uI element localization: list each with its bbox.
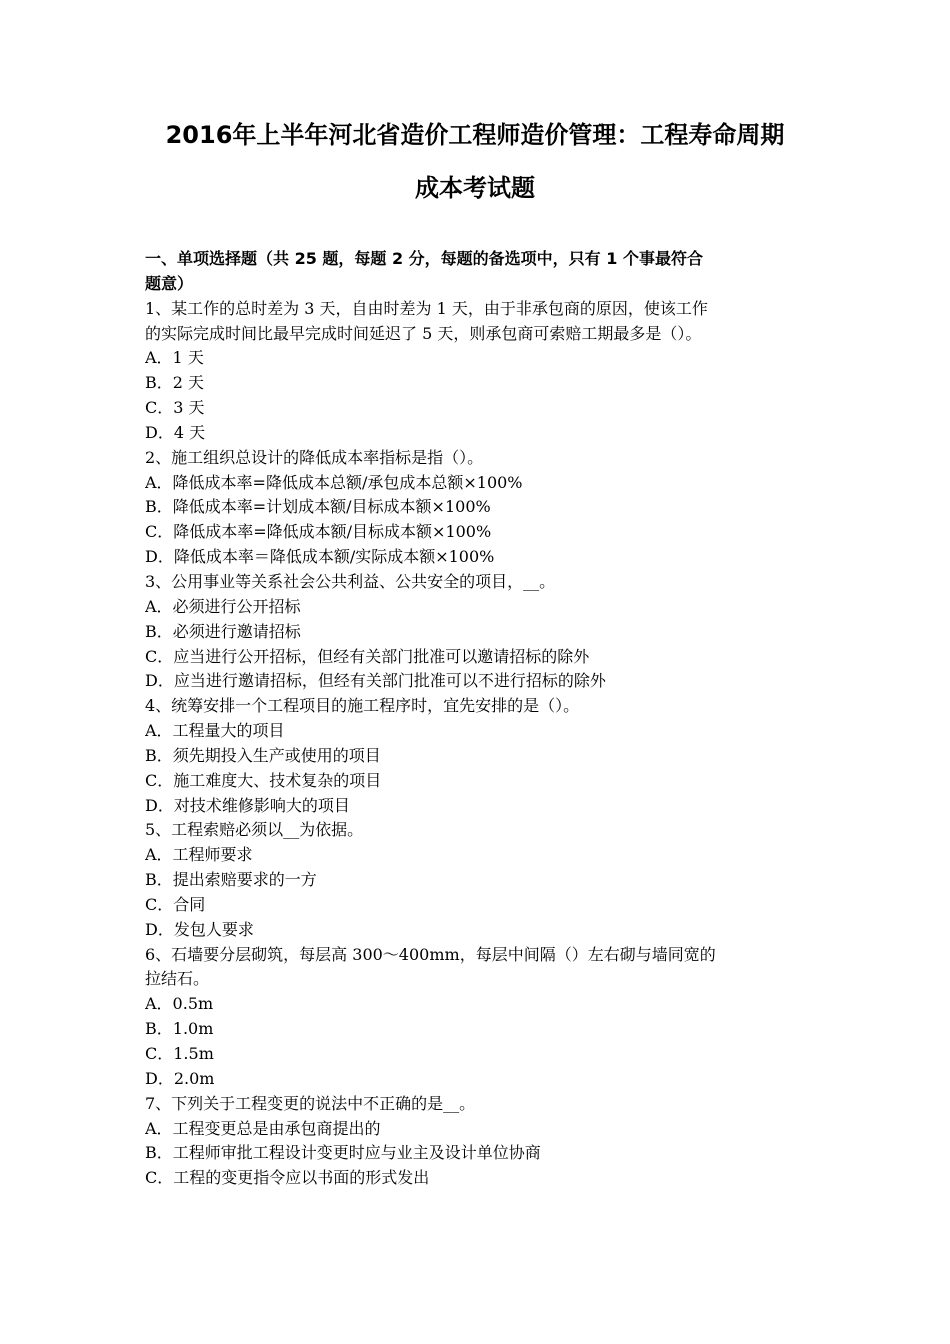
option-a: A．工程变更总是由承包商提出的 bbox=[145, 1118, 381, 1138]
question-stem: 2、施工组织总设计的降低成本率指标是指（）。 bbox=[145, 447, 484, 467]
option-a: A．工程量大的项目 bbox=[145, 721, 285, 741]
document-title-line-2: 成本考试题 bbox=[415, 174, 535, 202]
option-b: B．2 天 bbox=[145, 373, 205, 393]
question-6 bbox=[145, 943, 809, 1092]
option-c: C．工程的变更指令应以书面的形式发出 bbox=[145, 1168, 430, 1188]
question-stem: 3、公用事业等关系社会公共利益、公共安全的项目，__。 bbox=[145, 571, 556, 591]
option-a: A．1 天 bbox=[145, 348, 204, 368]
option-b: B．降低成本率=计划成本额/目标成本额×100% bbox=[145, 497, 491, 517]
option-c: C．3 天 bbox=[145, 398, 205, 418]
question-3 bbox=[145, 570, 809, 694]
question-stem-continued: 的实际完成时间比最早完成时间延迟了 5 天，则承包商可索赔工期最多是（）。 bbox=[145, 323, 702, 343]
option-d: D．降低成本率＝降低成本额/实际成本额×100% bbox=[145, 547, 495, 567]
section-heading: 一、单项选择题（共 25 题，每题 2 分，每题的备选项中，只有 1 个事最符合 bbox=[145, 249, 703, 268]
option-c: C．合同 bbox=[145, 894, 206, 914]
option-c: C．1.5m bbox=[145, 1044, 214, 1063]
option-a: A．降低成本率=降低成本总额/承包成本总额×100% bbox=[145, 472, 523, 492]
option-b: B．工程师审批工程设计变更时应与业主及设计单位协商 bbox=[145, 1143, 541, 1163]
option-b: B．必须进行邀请招标 bbox=[145, 621, 301, 641]
option-c: C．降低成本率=降低成本额/目标成本额×100% bbox=[145, 522, 492, 542]
option-a: A．必须进行公开招标 bbox=[145, 596, 301, 616]
question-4 bbox=[145, 694, 809, 818]
question-stem: 5、工程索赔必须以__为依据。 bbox=[145, 820, 364, 840]
option-d: D．2.0m bbox=[145, 1068, 215, 1088]
section-heading-continued: 题意） bbox=[145, 273, 194, 293]
option-d: D．发包人要求 bbox=[145, 919, 254, 939]
question-stem-continued: 拉结石。 bbox=[145, 969, 210, 989]
option-a: A．工程师要求 bbox=[145, 845, 253, 865]
question-stem: 4、统筹安排一个工程项目的施工程序时，宜先安排的是（）。 bbox=[145, 696, 580, 716]
document-title-line-1: 2016年上半年河北省造价工程师造价管理：工程寿命周期 bbox=[165, 121, 785, 149]
option-b: B．1.0m bbox=[145, 1019, 214, 1039]
option-b: B．须先期投入生产或使用的项目 bbox=[145, 745, 381, 765]
question-2 bbox=[145, 446, 809, 570]
option-d: D．对技术维修影响大的项目 bbox=[145, 795, 350, 815]
question-stem: 6、石墙要分层砌筑，每层高 300～400mm，每层中间隔（）左右砌与墙同宽的 bbox=[145, 944, 716, 964]
question-stem: 7、下列关于工程变更的说法中不正确的是__。 bbox=[145, 1093, 476, 1113]
option-a: A．0.5m bbox=[145, 994, 214, 1014]
option-d: D．4 天 bbox=[145, 422, 206, 442]
document-body bbox=[145, 247, 809, 1191]
question-1 bbox=[145, 297, 809, 446]
question-5 bbox=[145, 818, 809, 942]
option-d: D．应当进行邀请招标，但经有关部门批准可以不进行招标的除外 bbox=[145, 671, 606, 691]
option-c: C．施工难度大、技术复杂的项目 bbox=[145, 770, 382, 790]
option-b: B．提出索赔要求的一方 bbox=[145, 870, 317, 890]
question-stem: 1、某工作的总时差为 3 天，自由时差为 1 天，由于非承包商的原因，使该工作 bbox=[145, 298, 708, 318]
option-c: C．应当进行公开招标，但经有关部门批准可以邀请招标的除外 bbox=[145, 646, 590, 666]
question-7 bbox=[145, 1092, 809, 1191]
